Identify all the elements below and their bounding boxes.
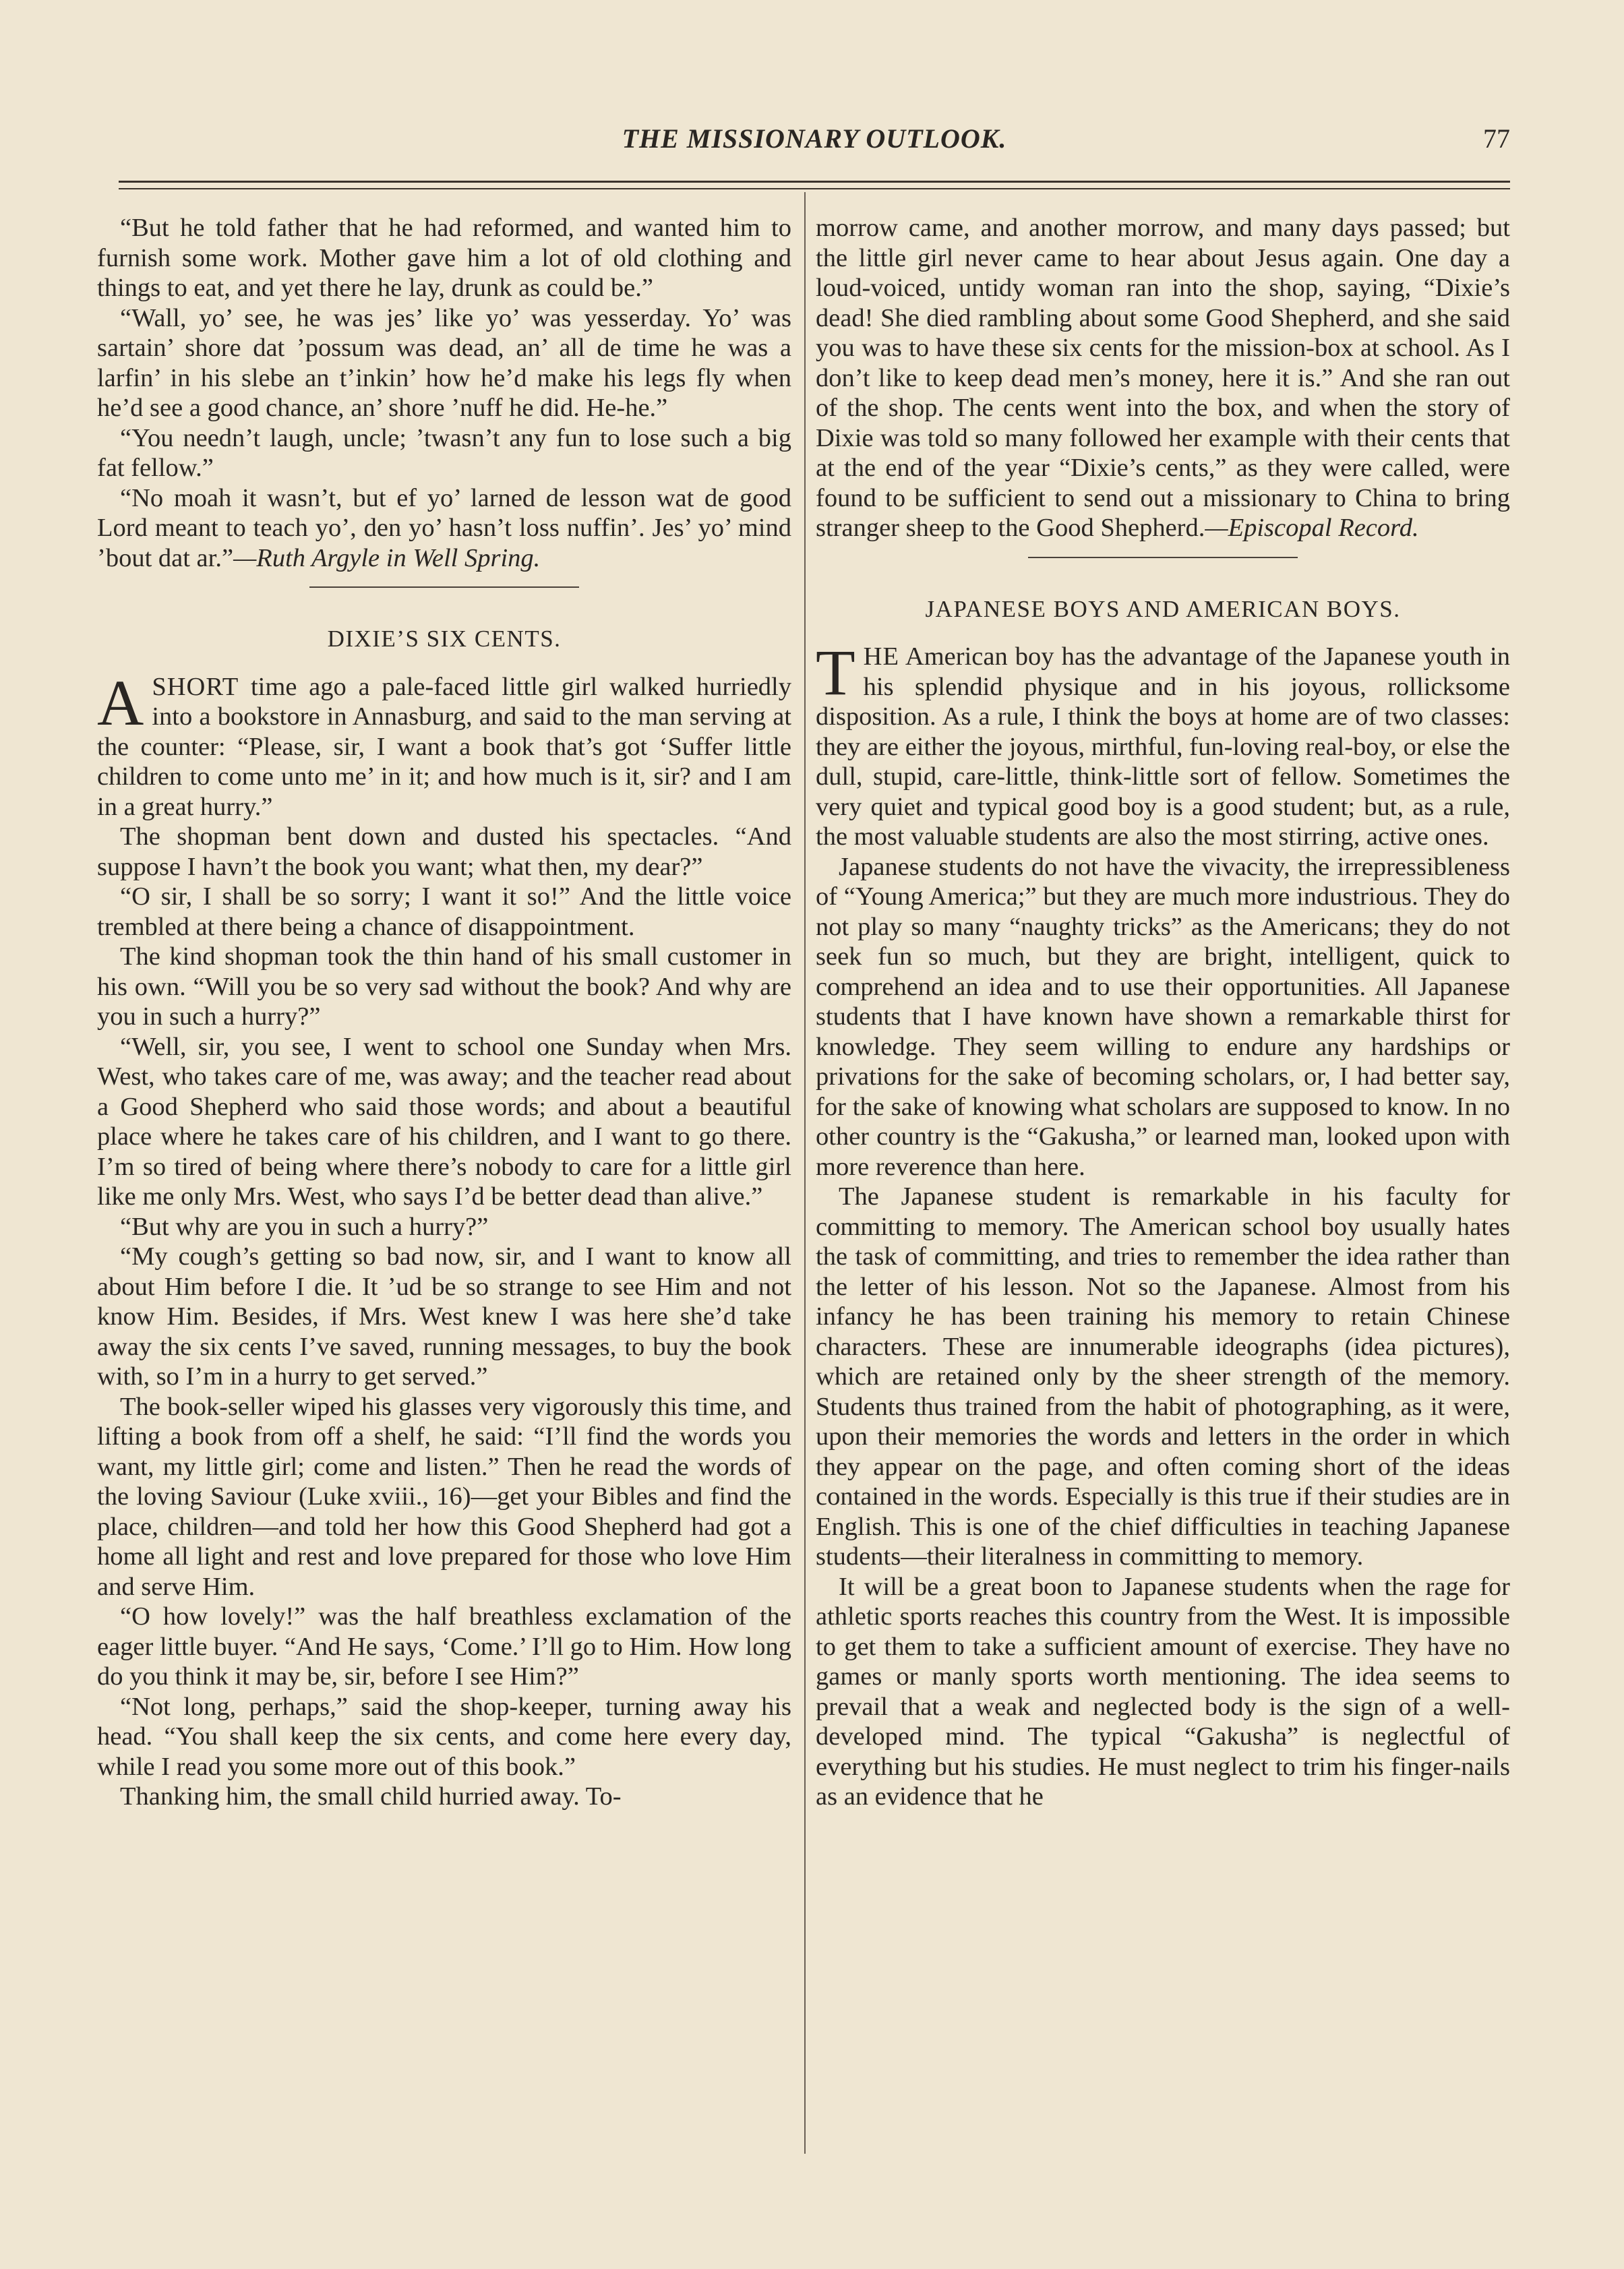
running-title: THE MISSIONARY OUTLOOK.: [622, 123, 1007, 154]
paragraph-text: American boy has the advantage of the Japanese youth in his splendid physique and in his joyous, rollicksome disposition. As a rule, I think the boys at home are of two classes: they are either the joyous, mirthful, fun-loving real-boy, or else the dull, stupid, care-little, think-little sort of fellow. Sometimes the very quiet and typical good boy is a good student; but, as a rule, the most valuable students are also the most stirring, active ones.: [816, 642, 1510, 851]
paragraph: Thanking him, the small child hurried away. To-: [120, 1782, 622, 1811]
article-title: JAPANESE BOYS AND AMERICAN BOYS.: [925, 595, 1401, 622]
lead-word: HE: [863, 642, 899, 671]
header-rule: [119, 181, 1510, 183]
drop-cap: T: [816, 636, 855, 708]
paragraph: The book-seller wiped his glasses very vigorously this time, and lifting a book from off a shelf, he said: “I’ll find the words you want, my little girl; come and listen.” Then he read the words of the loving Saviour (Luke xviii., 16)—get your Bibles and find the place, children—and told her how this Good Shepherd had got a home all light and rest and love prepared for those who love Him and serve Him.: [97, 1392, 791, 1601]
attribution: —Ruth Argyle in Well Spring.: [233, 543, 541, 572]
paragraph: “But why are you in such a hurry?”: [120, 1212, 489, 1241]
column-divider: [804, 192, 806, 2154]
paragraph: “My cough’s getting so bad now, sir, and I want to know all about Him before I die. It ’ud be so strange to see Him and not know Him. Besides, if Mrs. West knew I was here she’d take away the six cents I’ve saved, running messages, to buy the book with, so I’m in a hurry to get served.”: [97, 1242, 791, 1391]
paragraph: It will be a great boon to Japanese students when the rage for athletic sports reaches this country from the West. It is impossible to get them to take a sufficient amount of exercise. They have no games or manly sports worth mentioning. The idea seems to prevail that a weak and neglected body is the sign of a well-developed mind. The typical “Gakusha” is neglectful of everything but his studies. He must neglect to trim his finger-nails as an evidence that he: [816, 1572, 1510, 1811]
attribution: —Episcopal Record.: [1205, 514, 1419, 542]
paragraph: “Wall, yo’ see, he was jes’ like yo’ was yesserday. Yo’ was sartain’ shore dat ’possum was dead, an’ all de time he was a larfin’ in his slebe an t’inkin’ how he’d make his legs fly when he’d see a good chance, an’ shore ’nuff he did. He-he.”: [97, 303, 791, 422]
running-head: [119, 123, 1510, 163]
drop-cap: A: [97, 666, 144, 739]
paragraph: “Not long, perhaps,” said the shop-keeper, turning away his head. “You shall keep the six cents, and come here every day, while I read you some more out of this book.”: [97, 1692, 791, 1781]
header-rule-thin: [119, 188, 1510, 189]
paragraph: [97, 483, 791, 574]
left-column: [97, 213, 791, 2154]
section-divider: [1028, 557, 1298, 558]
paragraph: The kind shopman took the thin hand of his small customer in his own. “Will you be so very sad without the book? And why are you in such a hurry?”: [97, 942, 791, 1031]
paragraph: “O how lovely!” was the half breathless exclamation of the eager little buyer. “And He says, ‘Come.’ I’ll go to Him. How long do you think it may be, sir, before I see Him?”: [97, 1602, 791, 1691]
lead-word: SHORT: [152, 672, 239, 701]
paragraph: The Japanese student is remarkable in his faculty for committing to memory. The American school boy usually hates the task of committing, and tries to remember the idea rather than the letter of his lesson. Not so the Japanese. Almost from his infancy he has been training his memory to retain Chinese characters. These are innumerable ideographs (idea pictures), which are retained only by the sheer strength of the memory. Students thus trained from the habit of photographing, as it were, upon their memories the words and letters in the order in which they appear on the page, and often coming short of the ideas contained in the words. Especially is this true if their studies are in English. This is one of the chief difficulties in teaching Japanese students—their literalness in committing to memory.: [816, 1182, 1510, 1571]
paragraph: [816, 213, 1510, 543]
paragraph: The shopman bent down and dusted his spectacles. “And suppose I havn’t the book you want; what then, my dear?”: [97, 822, 791, 881]
paragraph: “But he told father that he had reformed, and wanted him to furnish some work. Mother gave him a lot of old clothing and things to eat, and yet there he lay, drunk as could be.”: [97, 214, 791, 302]
paragraph: “Well, sir, you see, I went to school one Sunday when Mrs. West, who takes care of me, was away; and the teacher read about a Good Shepherd who said those words; and about a beautiful place where he takes care of his children, and I want to go there. I’m so tired of being where there’s nobody to care for a little girl like me only Mrs. West, who says I’d be better dead than alive.”: [97, 1032, 791, 1211]
paragraph-text: “No moah it wasn’t, but ef yo’ larned de lesson wat de good Lord meant to teach yo’, den yo’ hasn’t loss nuffin’. Jes’ yo’ mind ’bout dat ar.”: [97, 483, 791, 572]
page-number: 77: [1483, 123, 1510, 154]
right-column: [816, 213, 1510, 2154]
section-divider: [309, 586, 579, 588]
paragraph: “You needn’t laugh, uncle; ’twasn’t any fun to lose such a big fat fellow.”: [97, 423, 791, 482]
paragraph-text: morrow came, and another morrow, and many days passed; but the little girl never came to hear about Jesus again. One day a loud-voiced, untidy woman ran into the shop, saying, “Dixie’s dead! She died rambling about some Good Shepherd, and she said you was to have these six cents for the mission-box at school. As I don’t like to keep dead men’s money, here it is.” And she ran out of the shop. The cents went into the box, and when the story of Dixie was told so many followed her example with their cents that at the end of the year “Dixie’s cents,” as they were called, were found to be sufficient to send out a missionary to China to bring stranger sheep to the Good Shepherd.: [816, 214, 1510, 542]
article-title: DIXIE’S SIX CENTS.: [327, 626, 562, 652]
first-paragraph: [816, 636, 1510, 852]
paragraph: Japanese students do not have the vivacity, the irrepressibleness of “Young America;” but they are much more industrious. They do not play so many “naughty tricks” as the Americans; they do not seek fun so much, but they are bright, intelligent, quick to comprehend an idea and to use their opportunities. All Japanese students that I have known have shown a remarkable thirst for knowledge. They seem willing to endure any hardships or privations for the sake of becoming scholars, or, I had better say, for the sake of knowing what scholars are supposed to know. In no other country is the “Gakusha,” or learned man, looked upon with more reverence than here.: [816, 852, 1510, 1181]
paragraph: “O sir, I shall be so sorry; I want it so!” And the little voice trembled at there being a chance of disappointment.: [97, 882, 791, 941]
first-paragraph: [97, 666, 791, 822]
paragraph-text: time ago a pale-faced little girl walked hurriedly into a bookstore in Annasburg, and said to the man serving at the counter: “Please, sir, I want a book that’s got ‘Suffer little children to come unto me’ in it; and how much is it, sir? and I am in a great hurry.”: [97, 672, 791, 821]
